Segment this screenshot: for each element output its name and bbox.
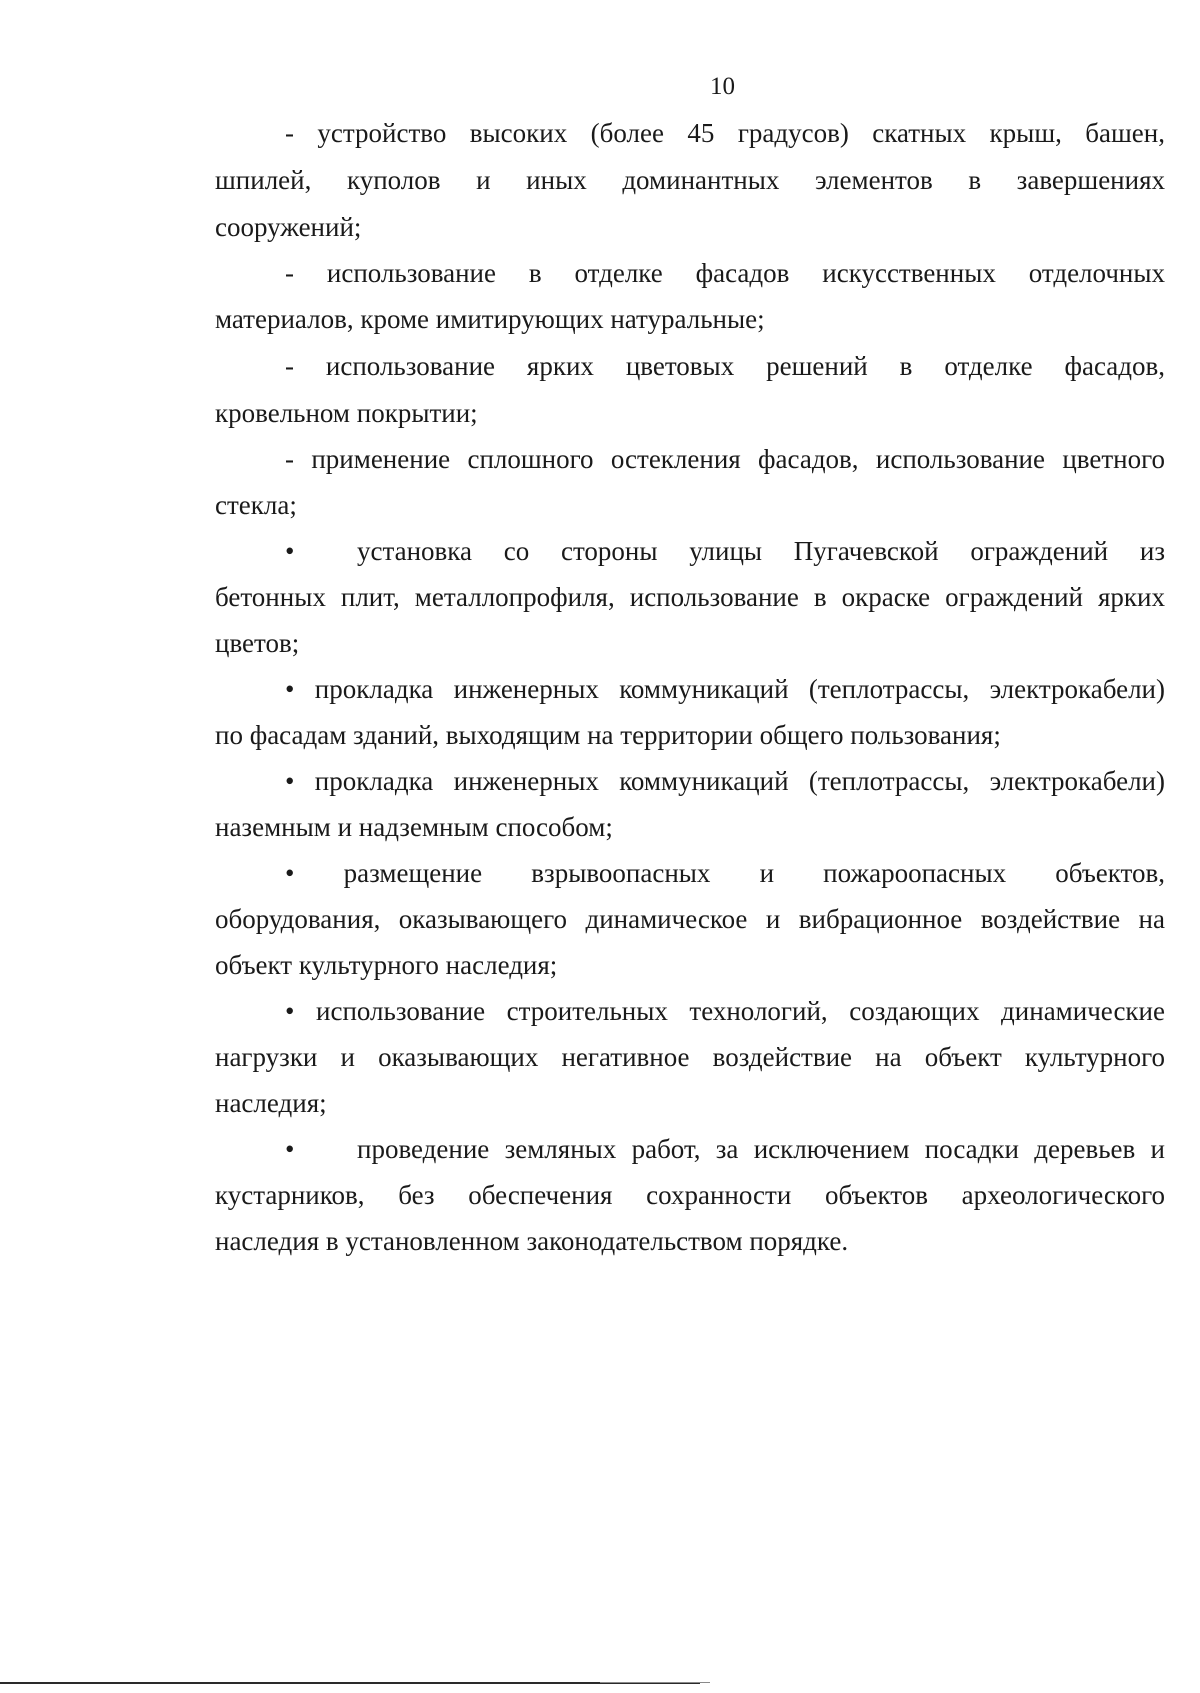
text-line: • использование строительных технологий, создающих динамические — [285, 996, 1165, 1026]
text-line: кровельном покрытии; — [215, 398, 478, 428]
text-line: объект культурного наследия; — [215, 950, 558, 980]
text-line: нагрузки и оказывающих негативное воздействие на объект культурного — [215, 1042, 1165, 1072]
text-line: • прокладка инженерных коммуникаций (теплотрассы, электрокабели) — [285, 766, 1165, 796]
bullet-marker: • — [285, 536, 295, 566]
text-line: оборудования, оказывающего динамическое и вибрационное воздействие на — [215, 904, 1165, 934]
text-line: по фасадам зданий, выходящим на территории общего пользования; — [215, 720, 1001, 750]
text-line: бетонных плит, металлопрофиля, использование в окраске ограждений ярких — [215, 582, 1165, 612]
scan-edge-rule — [0, 1682, 700, 1684]
text-line: сооружений; — [215, 212, 362, 242]
text-line: - использование в отделке фасадов искусственных отделочных — [285, 258, 1165, 288]
text-line: • прокладка инженерных коммуникаций (теплотрассы, электрокабели) — [285, 674, 1165, 704]
text-line: установка со стороны улицы Пугачевской ограждений из — [357, 536, 1165, 566]
text-line: материалов, кроме имитирующих натуральные; — [215, 304, 765, 334]
text-line: - использование ярких цветовых решений в отделке фасадов, — [285, 351, 1165, 381]
page-number: 10 — [710, 73, 735, 100]
text-line: наземным и надземным способом; — [215, 812, 613, 842]
text-line: наследия; — [215, 1088, 327, 1118]
text-line: цветов; — [215, 628, 300, 658]
text-line: - устройство высоких (более 45 градусов) скатных крыш, башен, — [285, 118, 1165, 148]
text-line: шпилей, куполов и иных доминантных элементов в завершениях — [215, 165, 1165, 195]
text-line: стекла; — [215, 490, 297, 520]
text-line: наследия в установленном законодательством порядке. — [215, 1226, 849, 1256]
text-line: кустарников, без обеспечения сохранности объектов археологического — [215, 1180, 1165, 1210]
scan-edge-rule-faint — [600, 1682, 710, 1683]
text-line: • размещение взрывоопасных и пожароопасных объектов, — [285, 858, 1165, 888]
text-line: проведение земляных работ, за исключением посадки деревьев и — [357, 1134, 1165, 1164]
bullet-marker: • — [285, 1134, 295, 1164]
text-line: - применение сплошного остекления фасадов, использование цветного — [285, 444, 1165, 474]
